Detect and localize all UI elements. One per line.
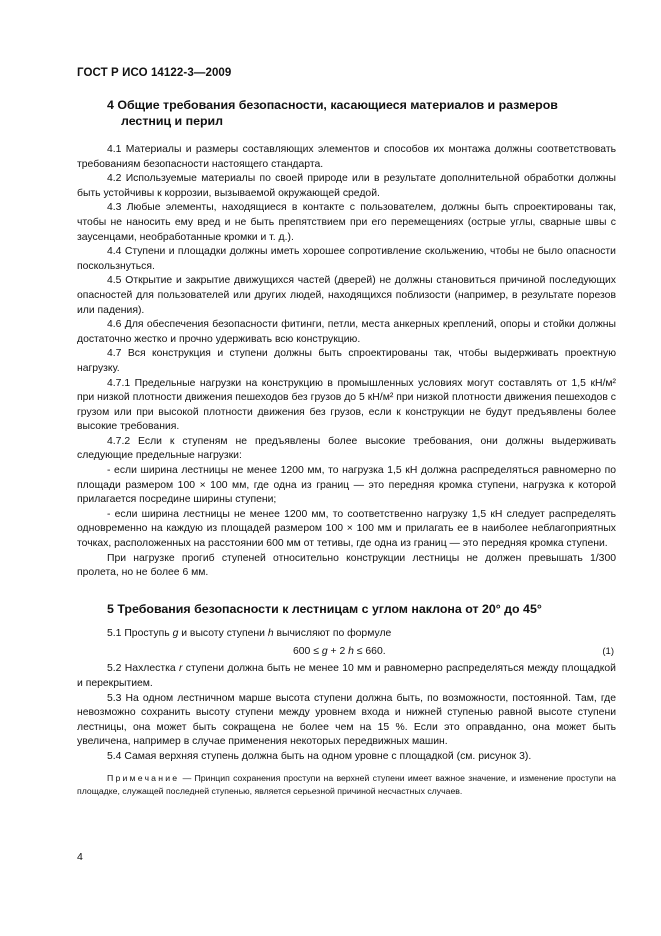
clause-4-4: 4.4 Ступени и площадки должны иметь хорошее сопротивление скольжению, чтобы не было опасности поскользнуться. [77, 246, 616, 272]
variable-h: h [267, 627, 274, 639]
clause-5-2: 5.2 Нахлестка r ступени должна быть не менее 10 мм и равномерно распределяться между площадкой и перекрытием. [77, 663, 616, 689]
clause-4-3: 4.3 Любые элементы, находящиеся в контакте с пользователем, должны быть спроектированы так, чтобы не наносить ему вред и не быть препятствием при его перемещениях (острые углы, сварные швы с заусенцами, необработанные кромки и т. д.). [77, 202, 616, 243]
clause-4-5: 4.5 Открытие и закрытие движущихся частей (дверей) не должны становиться причиной последующих опасностей для пользователей или других людей, находящихся поблизости (например, в результате порезов или падения). [77, 275, 616, 316]
clause-4-7-1: 4.7.1 Предельные нагрузки на конструкцию в промышленных условиях могут составлять от 1,5 кН/м² при низкой плотности движения пешеходов без грузов до 5 кН/м² при низкой плотности движения пешеходов с грузом или при высокой плотности движения без грузов, если к конструкции не будут предъявлены более высокие требования. [77, 377, 616, 433]
document-header: ГОСТ Р ИСО 14122-3—2009 [77, 67, 232, 79]
clause-4-2: 4.2 Используемые материалы по своей природе или в результате дополнительной обработки должны быть устойчивы к коррозии, вызываемой окружающей средой. [77, 173, 616, 199]
clause-5-3: 5.3 На одном лестничном марше высота ступени должна быть, по возможности, постоянной. Там, где невозможно сохранить высоту ступени между уровнем входа и нижней ступенью равной высоте ступени лестницы, она может быть сокращена не более чем на 15 %. Если это оправданно, она может быть увеличена, например в случае применения некоторых передвижных машин. [77, 692, 616, 748]
clause-4-7-2: 4.7.2 Если к ступеням не предъявлены более высокие требования, они должны выдерживать следующие предельные нагрузки: [77, 435, 616, 462]
section-4-heading [77, 97, 616, 129]
list-item-load-2: - если ширина лестницы не менее 1200 мм, то соответственно нагрузку 1,5 кН следует распределять одновременно на каждую из площадей размером 100 × 100 мм и прилагать ее в наиболее неблагоприятных точках, расположенных на расстоянии 600 мм от тетивы, где одна из границ — это передняя кромка ступени. [77, 508, 616, 550]
list-item-load-1: - если ширина лестницы не менее 1200 мм, то нагрузка 1,5 кН должна распределяться равномерно по площади размером 100 × 100 мм, где одна из границ — это передняя кромка ступени, нагрузка к которой прилагается посредине ширины ступени; [77, 465, 616, 506]
variable-r: r [178, 663, 183, 675]
section-5-heading: 5 Требования безопасности к лестницам с углом наклона от 20° до 45° [107, 601, 542, 616]
deflection-paragraph: При нагрузке прогиб ступеней относительно конструкции лестницы не должен превышать 1/300 пролета, но не более 6 мм. [77, 552, 616, 579]
clause-4-7: 4.7 Вся конструкция и ступени должны быть спроектированы так, чтобы выдерживать проектную нагрузку. [77, 348, 616, 374]
formula-number: (1) [602, 646, 614, 658]
clause-4-1: 4.1 Материалы и размеры составляющих элементов и способов их монтажа должны соответствовать требованиям безопасности настоящего стандарта. [77, 144, 616, 170]
page-number: 4 [77, 851, 83, 863]
note-text: — Принцип сохранения проступи на верхней ступени имеет важное значение, и изменение проступи на площадке, служащей последней ступенью, является серьезной причиной несчастных случаев. [77, 772, 616, 796]
note-label: Примечание [107, 772, 180, 783]
formula-expression: 600 ≤ g + 2 h ≤ 660. [293, 646, 386, 658]
clause-5-4: 5.4 Самая верхняя ступень должна быть на одном уровне с площадкой (см. рисунок 3). [107, 750, 532, 762]
note [77, 772, 616, 798]
section-4-title-line-2: лестниц и перил [121, 114, 224, 128]
page-content [77, 97, 616, 798]
clause-4-6: 4.6 Для обеспечения безопасности фитинги, петли, места анкерных креплений, опоры и стойки должны достаточно жестко и прочно удерживать всю конструкцию. [77, 319, 616, 345]
variable-g: g [172, 627, 179, 639]
section-4-title-line-1: 4 Общие требования безопасности, касающиеся материалов и размеров [107, 98, 558, 112]
clause-5-1: 5.1 Проступь g и высоту ступени h вычисляют по формуле [107, 627, 392, 639]
formula-1 [77, 642, 616, 662]
